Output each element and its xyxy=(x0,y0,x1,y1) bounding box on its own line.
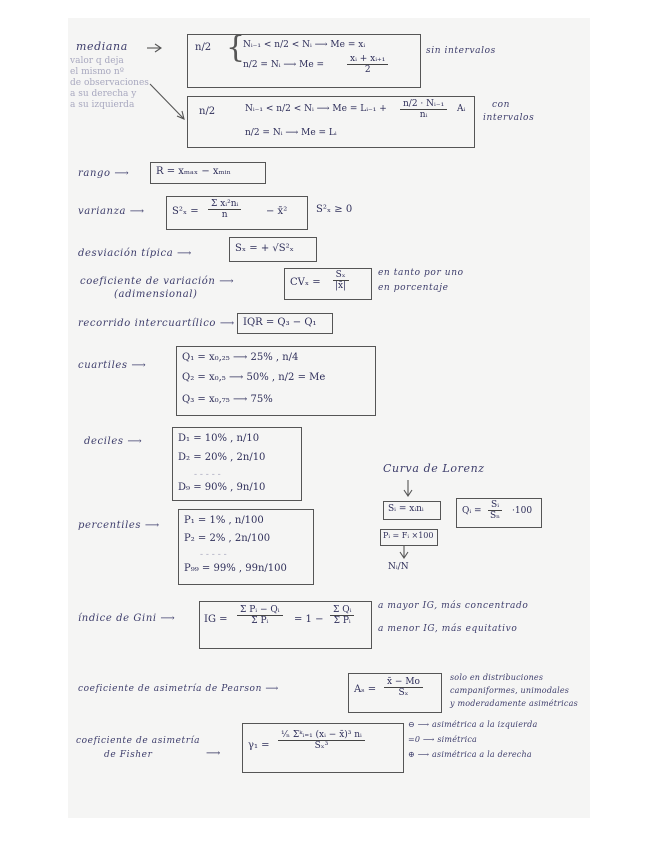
percentil-line: P₁ = 1% , n/100 xyxy=(184,515,264,526)
mediana-note-line: a su izquierda xyxy=(70,100,135,110)
fraction-denominator: nᵢ xyxy=(419,110,428,120)
mediana-sin-side: sin intervalos xyxy=(426,46,496,56)
mediana-con-n2: n/2 xyxy=(199,106,216,117)
cv-side: en porcentaje xyxy=(378,283,449,293)
mediana-con-fraction xyxy=(400,99,447,120)
fisher-arrow: ⟶ xyxy=(206,748,221,759)
gini-label: índice de Gini ⟶ xyxy=(78,613,176,624)
iqr-formula: IQR = Q₃ − Q₁ xyxy=(243,317,317,328)
fisher-side: ⊕ ⟶ asimétrica a la derecha xyxy=(408,750,532,759)
percentil-dots: - - - - - xyxy=(200,550,227,560)
fisher-lhs: γ₁ = xyxy=(248,740,270,751)
fisher-label: coeficiente de asimetría xyxy=(76,736,201,746)
varianza-label: varianza ⟶ xyxy=(78,206,145,217)
decil-line: D₉ = 90% , 9n/10 xyxy=(178,482,266,493)
fraction-numerator: xᵢ + xᵢ₊₁ xyxy=(347,54,388,65)
mediana-sin-n2: n/2 xyxy=(195,42,212,53)
gini-fraction-1 xyxy=(237,605,283,626)
mediana-note-line: valor q deja xyxy=(70,56,124,66)
desviacion-formula: Sₓ = + √S²ₓ xyxy=(235,243,294,254)
mediana-sin-line1: Nᵢ₋₁ < n/2 < Nᵢ ⟶ Me = xᵢ xyxy=(243,40,366,50)
cv-label: coeficiente de variación ⟶ xyxy=(80,276,235,287)
pearson-side: y moderadamente asimétricas xyxy=(450,699,578,708)
fisher-side: ⊖ ⟶ asimétrica a la izquierda xyxy=(408,720,538,729)
pearson-fraction xyxy=(384,677,423,698)
varianza-mean-term: − x̄² xyxy=(266,206,288,217)
gini-side: a menor IG, más equitativo xyxy=(378,624,518,634)
cuartil-line: Q₂ = x₀,₅ ⟶ 50% , n/2 = Me xyxy=(182,372,326,383)
mediana-label: mediana xyxy=(76,40,128,53)
brace-icon: { xyxy=(226,30,246,65)
lorenz-ni: Nᵢ/N xyxy=(388,562,409,572)
fraction-numerator: n/2 · Nᵢ₋₁ xyxy=(400,99,447,110)
varianza-fraction xyxy=(208,199,241,220)
fraction-denominator: Σ Pᵢ xyxy=(333,616,351,626)
cv-sublabel: (adimensional) xyxy=(114,289,198,300)
cv-fraction xyxy=(332,270,349,291)
mediana-con-ai: Aᵢ xyxy=(457,104,466,114)
pearson-label: coeficiente de asimetría de Pearson ⟶ xyxy=(78,684,279,694)
fraction-numerator: x̄ − Mo xyxy=(384,677,423,688)
mediana-con-line1: Nᵢ₋₁ < n/2 < Nᵢ ⟶ Me = Lᵢ₋₁ + xyxy=(245,104,387,114)
lorenz-pi: Pᵢ = Fᵢ ×100 xyxy=(383,531,434,540)
cv-side: en tanto por uno xyxy=(378,268,464,278)
fraction-numerator: Sᵢ xyxy=(488,500,502,511)
mediana-note-line: el mismo nº xyxy=(70,67,124,77)
fraction-numerator: ¹⁄ₙ Σᵏᵢ₌₁ (xᵢ − x̄)³ nᵢ xyxy=(278,730,365,741)
decil-dots: - - - - - xyxy=(194,470,221,480)
percentil-line: P₂ = 2% , 2n/100 xyxy=(184,533,271,544)
percentil-line: P₉₉ = 99% , 99n/100 xyxy=(184,563,287,574)
mediana-note xyxy=(70,56,149,111)
fraction-denominator: n xyxy=(221,210,228,220)
deciles-label: deciles ⟶ xyxy=(84,436,143,447)
lorenz-title: Curva de Lorenz xyxy=(383,462,485,475)
fraction-denominator: Sₙ xyxy=(490,511,501,521)
fraction-denominator: Sₓ xyxy=(398,688,409,698)
fraction-denominator: Σ Pᵢ xyxy=(251,616,269,626)
fraction-denominator: |x̄| xyxy=(335,281,347,291)
lorenz-si: Sᵢ = xᵢnᵢ xyxy=(388,504,424,514)
fraction-denominator: Sₓ³ xyxy=(314,741,329,751)
gini-fraction-2 xyxy=(330,605,354,626)
cuartiles-label: cuartiles ⟶ xyxy=(78,360,147,371)
fraction-numerator: Σ Pᵢ − Qᵢ xyxy=(237,605,283,616)
cuartil-line: Q₃ = x₀,₇₅ ⟶ 75% xyxy=(182,394,273,405)
mediana-con-line2: n/2 = Nᵢ ⟶ Me = Lᵢ xyxy=(245,128,337,138)
fraction-numerator: Σ Qᵢ xyxy=(330,605,354,616)
mediana-sin-line2: n/2 = Nᵢ ⟶ Me = xyxy=(243,60,325,70)
fisher-fraction xyxy=(278,730,365,751)
fisher-side: =0 ⟶ simétrica xyxy=(408,735,477,744)
pearson-lhs: Aₛ = xyxy=(354,684,377,695)
mediana-note-line: de observaciones xyxy=(70,78,149,88)
cuartil-line: Q₁ = x₀,₂₅ ⟶ 25% , n/4 xyxy=(182,352,299,363)
mediana-note-line: a su derecha y xyxy=(70,89,137,99)
pearson-side: campaniformes, unimodales xyxy=(450,686,570,695)
lorenz-qi-times: ·100 xyxy=(512,506,533,516)
fraction-numerator: Sₓ xyxy=(333,270,349,281)
rango-formula: R = xₘₐₓ − xₘᵢₙ xyxy=(156,166,231,177)
iqr-label: recorrido intercuartílico ⟶ xyxy=(78,318,235,329)
gini-lhs: IG = xyxy=(204,614,228,625)
decil-line: D₂ = 20% , 2n/10 xyxy=(178,452,266,463)
varianza-side: S²ₓ ≥ 0 xyxy=(316,204,353,215)
mediana-sin-fraction xyxy=(347,54,388,75)
decil-line: D₁ = 10% , n/10 xyxy=(178,433,260,444)
lorenz-qi-lhs: Qᵢ = xyxy=(462,506,482,516)
gini-side: a mayor IG, más concentrado xyxy=(378,601,529,611)
varianza-lhs: S²ₓ = xyxy=(172,206,199,217)
gini-middle: = 1 − xyxy=(294,614,324,625)
mediana-con-side: intervalos xyxy=(483,113,535,123)
pearson-side: solo en distribuciones xyxy=(450,673,544,682)
fisher-sublabel: de Fisher xyxy=(104,750,153,760)
desviacion-label: desviación típica ⟶ xyxy=(78,248,192,259)
fraction-numerator: Σ xᵢ²nᵢ xyxy=(208,199,241,210)
rango-label: rango ⟶ xyxy=(78,168,130,179)
fraction-denominator: 2 xyxy=(364,65,371,75)
mediana-con-side: con xyxy=(492,100,511,110)
lorenz-qi-fraction xyxy=(487,500,503,521)
cv-lhs: CVₓ = xyxy=(290,277,321,288)
percentiles-label: percentiles ⟶ xyxy=(78,520,160,531)
